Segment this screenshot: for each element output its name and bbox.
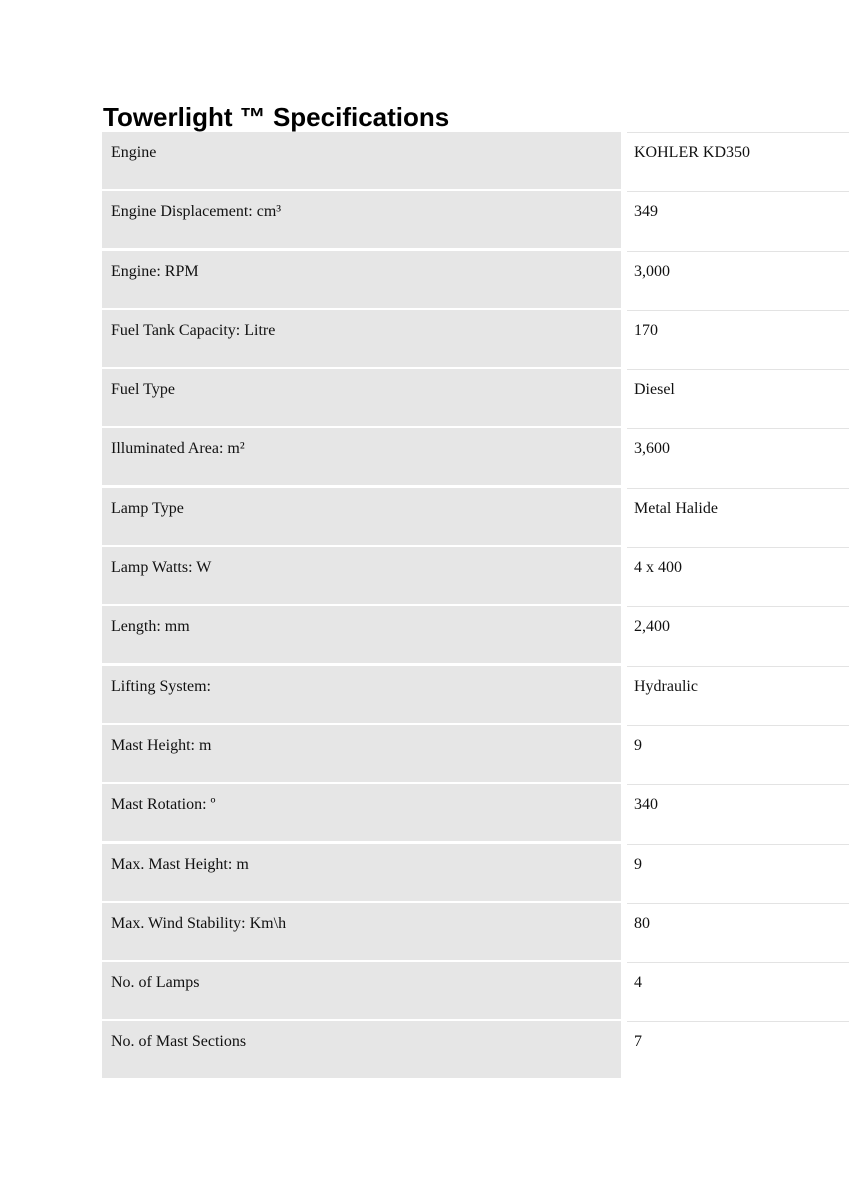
spec-label: Max. Wind Stability: Km\h [102,903,621,960]
table-row [102,547,849,604]
spec-value: 7 [627,1021,849,1078]
table-row [102,191,849,248]
spec-label: Mast Height: m [102,725,621,782]
spec-label: Engine: RPM [102,251,621,308]
spec-label: Lifting System: [102,666,621,723]
table-row [102,251,849,308]
spec-value: 80 [627,903,849,960]
table-row [102,725,849,782]
spec-value: 4 x 400 [627,547,849,604]
spec-value: 2,400 [627,606,849,663]
spec-value: Metal Halide [627,488,849,545]
table-row [102,962,849,1019]
spec-label: Mast Rotation: º [102,784,621,841]
table-row [102,666,849,723]
table-row [102,1021,849,1078]
spec-label: Lamp Watts: W [102,547,621,604]
spec-label: Fuel Tank Capacity: Litre [102,310,621,367]
spec-value: 9 [627,725,849,782]
spec-label: Lamp Type [102,488,621,545]
spec-value: 349 [627,191,849,248]
spec-table [102,132,849,1081]
spec-value: Hydraulic [627,666,849,723]
table-row [102,369,849,426]
spec-label: Fuel Type [102,369,621,426]
spec-label: Max. Mast Height: m [102,844,621,901]
table-row [102,606,849,663]
spec-value: Diesel [627,369,849,426]
spec-label: Engine Displacement: cm³ [102,191,621,248]
spec-value: 3,600 [627,428,849,485]
spec-label: No. of Lamps [102,962,621,1019]
table-row [102,844,849,901]
spec-label: Illuminated Area: m² [102,428,621,485]
spec-label: Engine [102,132,621,189]
spec-label: Length: mm [102,606,621,663]
table-row [102,903,849,960]
spec-label: No. of Mast Sections [102,1021,621,1078]
spec-value: KOHLER KD350 [627,132,849,189]
table-row [102,784,849,841]
table-row [102,488,849,545]
table-row [102,310,849,367]
spec-value: 170 [627,310,849,367]
spec-value: 4 [627,962,849,1019]
spec-value: 340 [627,784,849,841]
page-title: Towerlight ™ Specifications [103,102,450,132]
spec-value: 9 [627,844,849,901]
table-row [102,428,849,485]
table-row [102,132,849,189]
spec-value: 3,000 [627,251,849,308]
